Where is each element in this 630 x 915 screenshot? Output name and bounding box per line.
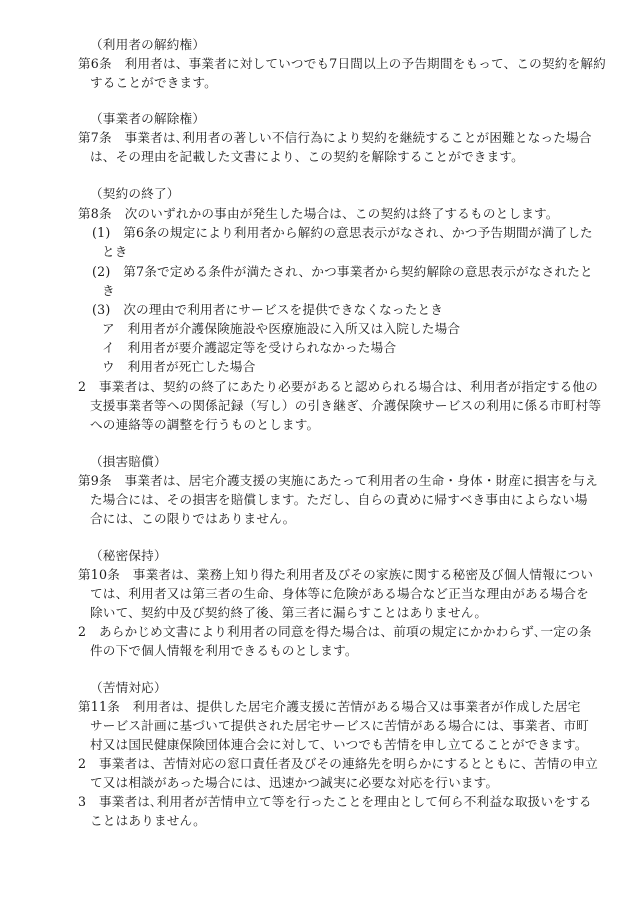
article-line: 3 事業者は､利用者が苦情申立て等を行ったことを理由として何ら不利益な取扱いをする: [78, 794, 592, 809]
article-line: 合には、この限りではありません。: [90, 511, 296, 526]
article-line: て又は相談があった場合には、迅速かつ誠実に必要な対応を行います。: [90, 775, 499, 790]
sub-list-item: ア 利用者が介護保険施設や医療施設に入所又は入院した場合: [102, 321, 461, 336]
article-line: 2 あらかじめ文書により利用者の同意を得た場合は、前項の規定にかかわらず､一定の条: [78, 624, 592, 639]
section-heading: （秘密保持）: [90, 548, 167, 563]
article-line: 除いて、契約中及び契約終了後、第三者に漏らすことはありません。: [90, 605, 488, 620]
list-item-continuation: き: [102, 283, 115, 298]
article-line: 村又は国民健康保険団体連合会に対して、いつでも苦情を申し立てることができます。: [90, 737, 588, 752]
section-heading: （契約の終了）: [90, 186, 180, 201]
article-line: 第10条 事業者は、業務上知り得た利用者及びその家族に関する秘密及び個人情報につい: [78, 567, 594, 582]
article-line: は、その理由を記載した文書により、この契約を解除することができます。: [90, 149, 524, 164]
article-line: 第6条 利用者は、事業者に対していつでも7日間以上の予告期間をもって、この契約を解約: [78, 56, 606, 71]
article-line: への連絡等の調整を行うものとします。: [90, 417, 320, 432]
article-line: 2 事業者は、苦情対応の窓口責任者及びその連絡先を明らかにするとともに、苦情の申立: [78, 756, 598, 771]
article-line: 支援事業者等への関係記録（写し）の引き継ぎ、介護保険サービスの利用に係る市町村等: [90, 398, 602, 413]
article-line: 第11条 利用者は、提供した居宅介護支援に苦情がある場合又は事業者が作成した居宅: [78, 699, 581, 714]
article-line: 第9条 事業者は、居宅介護支援の実施にあたって利用者の生命・身体・財産に損害を与え: [78, 473, 598, 488]
sub-list-item: ウ 利用者が死亡した場合: [102, 359, 256, 374]
list-item: (3) 次の理由で利用者にサービスを提供できなくなったとき: [92, 302, 444, 317]
article-line: 第7条 事業者は､利用者の著しい不信行為により契約を継続することが困難となった場合: [78, 130, 592, 145]
article-line: 第8条 次のいずれかの事由が発生した場合は、この契約は終了するものとします。: [78, 206, 559, 221]
article-line: 件の下で個人情報を利用できるものとします。: [90, 643, 358, 658]
section-heading: （損害賠償）: [90, 454, 167, 469]
section-heading: （苦情対応）: [90, 680, 167, 695]
article-line: た場合には、その損害を賠償します。ただし、自らの責めに帰すべき事由によらない場: [90, 492, 588, 507]
article-line: 2 事業者は、契約の終了にあたり必要があると認められる場合は、利用者が指定する他の: [78, 379, 598, 394]
article-line: サービス計画に基づいて提供された居宅サービスに苦情がある場合には、事業者、市町: [90, 718, 589, 733]
sub-list-item: イ 利用者が要介護認定等を受けられなかった場合: [102, 340, 397, 355]
article-line: ことはありません。: [90, 813, 206, 828]
list-item: (2) 第7条で定める条件が満たされ、かつ事業者から契約解除の意思表示がなされたと: [92, 264, 593, 279]
article-line: することができます。: [90, 75, 217, 90]
section-heading: （事業者の解除権）: [90, 111, 206, 126]
section-heading: （利用者の解約権）: [90, 37, 206, 52]
list-item-continuation: とき: [102, 244, 128, 259]
list-item: (1) 第6条の規定により利用者から解約の意思表示がなされ、かつ予告期間が満了した: [92, 225, 593, 240]
article-line: ては、利用者又は第三者の生命、身体等に危険がある場合など正当な理由がある場合を: [90, 586, 589, 601]
